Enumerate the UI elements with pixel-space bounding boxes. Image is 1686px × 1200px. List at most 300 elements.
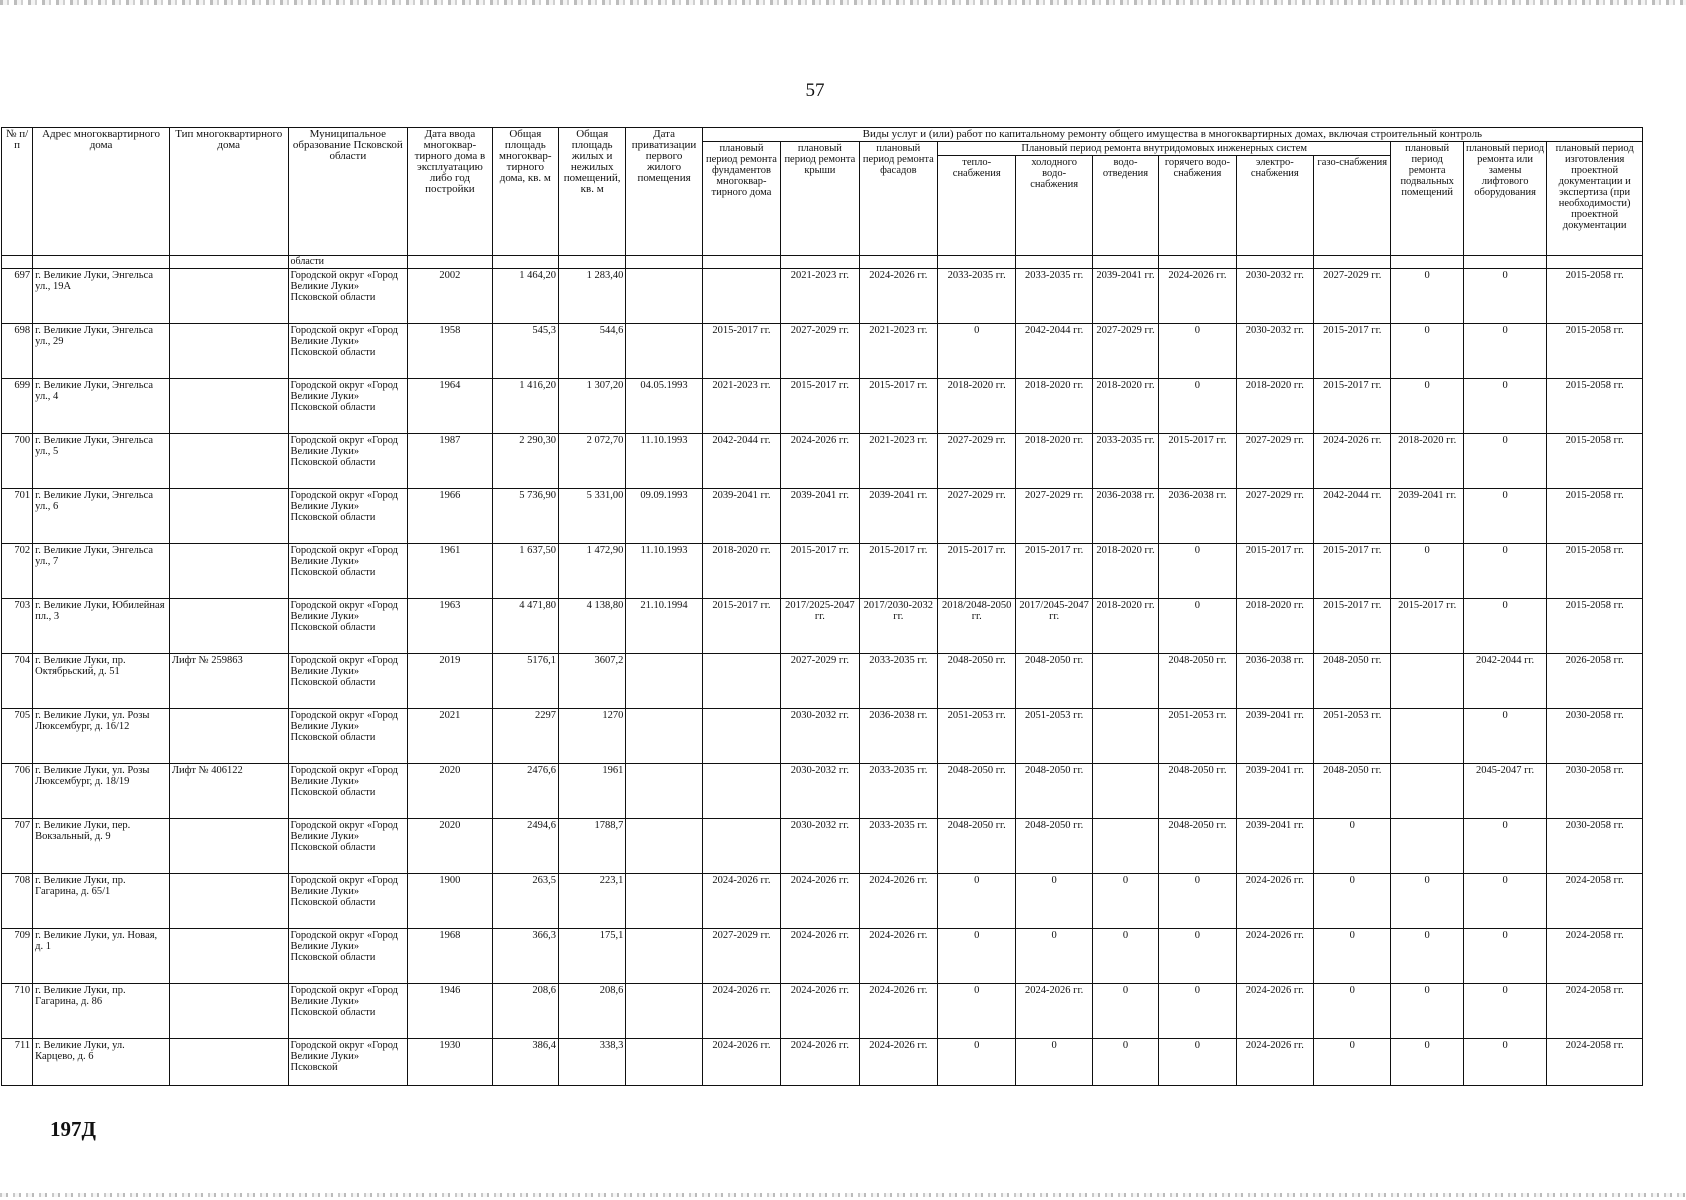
cell-facade: 2024-2026 гг. [859,984,937,1039]
cell-hot-water: 2051-2053 гг. [1159,709,1236,764]
cell-address: г. Великие Луки, ул. Розы Люксембург, д. 16/12 [33,709,170,764]
cell-address: г. Великие Луки, Энгельса ул., 4 [33,379,170,434]
cell-basement [1391,764,1463,819]
cell-privatization [626,1039,702,1086]
cell-electric: 2024-2026 гг. [1236,984,1313,1039]
cell-foundation [702,709,780,764]
cell-facade: 2033-2035 гг. [859,654,937,709]
cell-basement: 0 [1391,269,1463,324]
cell-num: 697 [2,269,33,324]
cell-foundation: 2024-2026 гг. [702,1039,780,1086]
cell-heat: 2051-2053 гг. [938,709,1016,764]
cell-foundation [702,764,780,819]
repair-schedule-table [1,127,1643,1086]
header-commission-date: Дата ввода многоквар-тирного дома в эксплуатацию либо год постройки [408,128,492,256]
cell-roof: 2030-2032 гг. [781,764,859,819]
cell-design: 2015-2058 гг. [1547,544,1643,599]
cell-basement: 2015-2017 гг. [1391,599,1463,654]
cell-municipality: Городской округ «Город Великие Луки» Псковской области [288,434,408,489]
cell-year: 2021 [408,709,492,764]
header-basement: плановый период ремонта подвальных помещений [1391,142,1463,256]
cell-sewer: 2018-2020 гг. [1092,544,1158,599]
cell-hot-water: 2048-2050 гг. [1159,764,1236,819]
table-body [2,256,1643,1086]
continuation-row [2,256,1643,269]
table-row [2,984,1643,1039]
continuation-cell: области [288,256,408,269]
cell-sewer: 0 [1092,874,1158,929]
header-foundation: плановый период ремонта фундаментов многоквар-тирного дома [702,142,780,256]
table-row [2,434,1643,489]
cell-sewer: 2027-2029 гг. [1092,324,1158,379]
cell-roof: 2017/2025-2047 гг. [781,599,859,654]
header-systems-group: Плановый период ремонта внутридомовых инженерных систем [938,142,1391,156]
cell-basement: 2039-2041 гг. [1391,489,1463,544]
cell-gas: 0 [1314,984,1391,1039]
cell-lift: 0 [1463,434,1546,489]
cell-privatization: 09.09.1993 [626,489,702,544]
cell-privatization: 11.10.1993 [626,544,702,599]
cell-privatization [626,874,702,929]
cell-basement: 0 [1391,874,1463,929]
cell-facade: 2015-2017 гг. [859,544,937,599]
cell-heat: 2027-2029 гг. [938,489,1016,544]
cell-year: 1963 [408,599,492,654]
cell-living-area: 544,6 [558,324,625,379]
cell-foundation: 2039-2041 гг. [702,489,780,544]
cell-hot-water: 0 [1159,1039,1236,1086]
cell-cold-water: 2048-2050 гг. [1016,819,1092,874]
cell-gas: 2048-2050 гг. [1314,764,1391,819]
cell-num: 710 [2,984,33,1039]
cell-roof: 2024-2026 гг. [781,984,859,1039]
cell-total-area: 4 471,80 [492,599,558,654]
cell-hot-water: 2036-2038 гг. [1159,489,1236,544]
cell-foundation: 2024-2026 гг. [702,874,780,929]
cell-design: 2015-2058 гг. [1547,269,1643,324]
cell-total-area: 1 637,50 [492,544,558,599]
cell-year: 1946 [408,984,492,1039]
cell-basement: 0 [1391,1039,1463,1086]
cell-living-area: 1788,7 [558,819,625,874]
cell-address: г. Великие Луки, Энгельса ул., 6 [33,489,170,544]
cell-facade: 2039-2041 гг. [859,489,937,544]
cell-design: 2024-2058 гг. [1547,1039,1643,1086]
cell-num: 699 [2,379,33,434]
cell-year: 1958 [408,324,492,379]
cell-address: г. Великие Луки, пр. Гагарина, д. 65/1 [33,874,170,929]
table-row [2,654,1643,709]
cell-address: г. Великие Луки, пр. Октябрьский, д. 51 [33,654,170,709]
cell-total-area: 386,4 [492,1039,558,1086]
cell-year: 1968 [408,929,492,984]
header-municipality: Муниципальное образование Псковской области [288,128,408,256]
cell-roof: 2024-2026 гг. [781,1039,859,1086]
cell-type [169,269,288,324]
cell-type [169,984,288,1039]
cell-municipality: Городской округ «Город Великие Луки» Псковской области [288,984,408,1039]
cell-facade: 2024-2026 гг. [859,1039,937,1086]
table-row [2,544,1643,599]
cell-cold-water: 2018-2020 гг. [1016,434,1092,489]
cell-total-area: 2494,6 [492,819,558,874]
cell-electric: 2024-2026 гг. [1236,929,1313,984]
cell-roof: 2024-2026 гг. [781,874,859,929]
cell-basement: 0 [1391,929,1463,984]
cell-electric: 2027-2029 гг. [1236,489,1313,544]
cell-lift: 0 [1463,984,1546,1039]
cell-sewer: 2036-2038 гг. [1092,489,1158,544]
scan-edge-top [0,0,1686,5]
cell-municipality: Городской округ «Город Великие Луки» Псковской области [288,874,408,929]
cell-type [169,819,288,874]
cell-heat: 0 [938,1039,1016,1086]
cell-design: 2015-2058 гг. [1547,324,1643,379]
cell-gas: 2042-2044 гг. [1314,489,1391,544]
header-num: № п/п [2,128,33,256]
cell-num: 709 [2,929,33,984]
cell-living-area: 5 331,00 [558,489,625,544]
cell-cold-water: 2033-2035 гг. [1016,269,1092,324]
cell-electric: 2024-2026 гг. [1236,874,1313,929]
cell-year: 1964 [408,379,492,434]
header-gas: газо-снабжения [1314,156,1391,256]
cell-heat: 2015-2017 гг. [938,544,1016,599]
cell-electric: 2018-2020 гг. [1236,379,1313,434]
cell-heat: 0 [938,929,1016,984]
cell-municipality: Городской округ «Город Великие Луки» Псковской [288,1039,408,1086]
cell-basement: 2018-2020 гг. [1391,434,1463,489]
cell-type [169,544,288,599]
cell-electric: 2015-2017 гг. [1236,544,1313,599]
cell-type [169,599,288,654]
cell-lift: 0 [1463,324,1546,379]
cell-sewer [1092,819,1158,874]
cell-cold-water: 2051-2053 гг. [1016,709,1092,764]
cell-hot-water: 0 [1159,324,1236,379]
cell-municipality: Городской округ «Город Великие Луки» Псковской области [288,929,408,984]
cell-gas: 2027-2029 гг. [1314,269,1391,324]
table-row [2,819,1643,874]
scan-edge-bottom [0,1193,1686,1197]
cell-living-area: 1 307,20 [558,379,625,434]
cell-gas: 2024-2026 гг. [1314,434,1391,489]
cell-sewer [1092,764,1158,819]
cell-year: 1961 [408,544,492,599]
cell-living-area: 1 283,40 [558,269,625,324]
cell-municipality: Городской округ «Город Великие Луки» Псковской области [288,654,408,709]
cell-gas: 0 [1314,874,1391,929]
header-electric: электро-снабжения [1236,156,1313,256]
cell-gas: 2051-2053 гг. [1314,709,1391,764]
cell-heat: 0 [938,984,1016,1039]
cell-gas: 2015-2017 гг. [1314,599,1391,654]
cell-electric: 2030-2032 гг. [1236,324,1313,379]
table-row [2,764,1643,819]
cell-facade: 2024-2026 гг. [859,874,937,929]
cell-gas: 0 [1314,1039,1391,1086]
cell-privatization: 04.05.1993 [626,379,702,434]
cell-num: 708 [2,874,33,929]
cell-design: 2026-2058 гг. [1547,654,1643,709]
cell-cold-water: 0 [1016,874,1092,929]
cell-address: г. Великие Луки, пер. Вокзальный, д. 9 [33,819,170,874]
cell-lift: 0 [1463,874,1546,929]
cell-privatization [626,269,702,324]
cell-sewer: 2018-2020 гг. [1092,599,1158,654]
cell-gas: 2015-2017 гг. [1314,324,1391,379]
cell-living-area: 1 472,90 [558,544,625,599]
cell-living-area: 1961 [558,764,625,819]
cell-municipality: Городской округ «Город Великие Луки» Псковской области [288,269,408,324]
cell-living-area: 1270 [558,709,625,764]
cell-sewer: 0 [1092,929,1158,984]
cell-type: Лифт № 259863 [169,654,288,709]
header-hot-water: горячего водо-снабжения [1159,156,1236,256]
cell-facade: 2033-2035 гг. [859,819,937,874]
cell-facade: 2021-2023 гг. [859,324,937,379]
cell-electric: 2027-2029 гг. [1236,434,1313,489]
cell-roof: 2027-2029 гг. [781,654,859,709]
cell-foundation [702,269,780,324]
cell-gas: 0 [1314,929,1391,984]
header-living-area: Общая площадь жилых и нежилых помещений, кв. м [558,128,625,256]
cell-heat: 2027-2029 гг. [938,434,1016,489]
cell-type [169,379,288,434]
cell-municipality: Городской округ «Город Великие Луки» Псковской области [288,489,408,544]
cell-facade: 2024-2026 гг. [859,929,937,984]
cell-hot-water: 0 [1159,874,1236,929]
cell-design: 2024-2058 гг. [1547,984,1643,1039]
cell-design: 2015-2058 гг. [1547,379,1643,434]
cell-basement [1391,709,1463,764]
cell-hot-water: 2015-2017 гг. [1159,434,1236,489]
cell-facade: 2015-2017 гг. [859,379,937,434]
cell-sewer [1092,709,1158,764]
cell-heat: 2048-2050 гг. [938,654,1016,709]
cell-year: 1987 [408,434,492,489]
cell-living-area: 175,1 [558,929,625,984]
cell-sewer: 2039-2041 гг. [1092,269,1158,324]
cell-roof: 2039-2041 гг. [781,489,859,544]
cell-heat: 2048-2050 гг. [938,764,1016,819]
cell-electric: 2039-2041 гг. [1236,764,1313,819]
cell-sewer: 2033-2035 гг. [1092,434,1158,489]
cell-municipality: Городской округ «Город Великие Луки» Псковской области [288,709,408,764]
cell-total-area: 545,3 [492,324,558,379]
table-row [2,874,1643,929]
cell-roof: 2030-2032 гг. [781,709,859,764]
cell-num: 703 [2,599,33,654]
cell-lift: 0 [1463,489,1546,544]
cell-basement: 0 [1391,544,1463,599]
cell-lift: 0 [1463,1039,1546,1086]
cell-municipality: Городской округ «Город Великие Луки» Псковской области [288,764,408,819]
cell-design: 2015-2058 гг. [1547,434,1643,489]
page-code: 197Д [50,1117,96,1141]
cell-cold-water: 2017/2045-2047 гг. [1016,599,1092,654]
cell-type [169,489,288,544]
cell-gas: 0 [1314,819,1391,874]
cell-address: г. Великие Луки, пр. Гагарина, д. 86 [33,984,170,1039]
cell-hot-water: 0 [1159,929,1236,984]
cell-privatization: 11.10.1993 [626,434,702,489]
cell-electric: 2039-2041 гг. [1236,709,1313,764]
cell-year: 2002 [408,269,492,324]
cell-type [169,324,288,379]
cell-living-area: 4 138,80 [558,599,625,654]
cell-num: 705 [2,709,33,764]
cell-year: 1966 [408,489,492,544]
header-facade: плановый период ремонта фасадов [859,142,937,256]
cell-year: 1900 [408,874,492,929]
cell-heat: 2018/2048-2050 гг. [938,599,1016,654]
cell-sewer: 0 [1092,1039,1158,1086]
header-cold-water: холодного водо-снабжения [1016,156,1092,256]
cell-heat: 2048-2050 гг. [938,819,1016,874]
cell-sewer: 0 [1092,984,1158,1039]
cell-type [169,929,288,984]
header-total-area: Общая площадь многоквар-тирного дома, кв. м [492,128,558,256]
cell-total-area: 263,5 [492,874,558,929]
cell-cold-water: 2024-2026 гг. [1016,984,1092,1039]
cell-num: 698 [2,324,33,379]
cell-foundation: 2015-2017 гг. [702,599,780,654]
cell-type [169,434,288,489]
cell-gas: 2015-2017 гг. [1314,544,1391,599]
cell-hot-water: 0 [1159,984,1236,1039]
cell-address: г. Великие Луки, Энгельса ул., 7 [33,544,170,599]
cell-roof: 2015-2017 гг. [781,379,859,434]
cell-privatization [626,764,702,819]
cell-facade: 2017/2030-2032 гг. [859,599,937,654]
page-number: 57 [805,80,825,101]
cell-type [169,709,288,764]
cell-sewer: 2018-2020 гг. [1092,379,1158,434]
cell-total-area: 1 416,20 [492,379,558,434]
cell-heat: 0 [938,324,1016,379]
cell-address: г. Великие Луки, Энгельса ул., 29 [33,324,170,379]
cell-facade: 2024-2026 гг. [859,269,937,324]
table-row [2,929,1643,984]
cell-lift: 0 [1463,379,1546,434]
table-row [2,379,1643,434]
cell-num: 700 [2,434,33,489]
cell-living-area: 3607,2 [558,654,625,709]
cell-facade: 2036-2038 гг. [859,709,937,764]
table-row [2,709,1643,764]
cell-hot-water: 2048-2050 гг. [1159,654,1236,709]
cell-heat: 2018-2020 гг. [938,379,1016,434]
cell-num: 704 [2,654,33,709]
cell-total-area: 5176,1 [492,654,558,709]
cell-facade: 2033-2035 гг. [859,764,937,819]
cell-foundation [702,819,780,874]
cell-lift: 2045-2047 гг. [1463,764,1546,819]
cell-municipality: Городской округ «Город Великие Луки» Псковской области [288,544,408,599]
cell-type [169,874,288,929]
cell-total-area: 5 736,90 [492,489,558,544]
cell-year: 2020 [408,764,492,819]
cell-address: г. Великие Луки, ул. Новая, д. 1 [33,929,170,984]
cell-hot-water: 0 [1159,379,1236,434]
cell-cold-water: 2018-2020 гг. [1016,379,1092,434]
cell-privatization: 21.10.1994 [626,599,702,654]
cell-design: 2030-2058 гг. [1547,764,1643,819]
cell-electric: 2039-2041 гг. [1236,819,1313,874]
cell-privatization [626,324,702,379]
cell-design: 2015-2058 гг. [1547,599,1643,654]
cell-privatization [626,654,702,709]
cell-facade: 2021-2023 гг. [859,434,937,489]
header-services-group: Виды услуг и (или) работ по капитальному ремонту общего имущества в многоквартирных домах, включая строительный контроль [702,128,1642,142]
cell-address: г. Великие Луки, ул. Карцево, д. 6 [33,1039,170,1086]
cell-cold-water: 2048-2050 гг. [1016,654,1092,709]
cell-cold-water: 0 [1016,929,1092,984]
cell-foundation: 2015-2017 гг. [702,324,780,379]
header-address: Адрес многоквартирного дома [33,128,170,256]
cell-total-area: 2 290,30 [492,434,558,489]
cell-address: г. Великие Луки, Энгельса ул., 5 [33,434,170,489]
cell-total-area: 1 464,20 [492,269,558,324]
cell-design: 2024-2058 гг. [1547,874,1643,929]
cell-roof: 2024-2026 гг. [781,434,859,489]
cell-cold-water: 0 [1016,1039,1092,1086]
cell-municipality: Городской округ «Город Великие Луки» Псковской области [288,599,408,654]
cell-privatization [626,929,702,984]
cell-municipality: Городской округ «Город Великие Луки» Псковской области [288,819,408,874]
cell-roof: 2021-2023 гг. [781,269,859,324]
cell-lift: 0 [1463,269,1546,324]
cell-municipality: Городской округ «Город Великие Луки» Псковской области [288,379,408,434]
cell-lift: 0 [1463,929,1546,984]
cell-total-area: 2297 [492,709,558,764]
cell-cold-water: 2048-2050 гг. [1016,764,1092,819]
cell-foundation: 2027-2029 гг. [702,929,780,984]
cell-lift: 2042-2044 гг. [1463,654,1546,709]
cell-living-area: 208,6 [558,984,625,1039]
cell-electric: 2024-2026 гг. [1236,1039,1313,1086]
cell-total-area: 208,6 [492,984,558,1039]
table-row [2,324,1643,379]
header-type: Тип многоквартирного дома [169,128,288,256]
header-design: плановый период изготовления проектной документации и экспертиза (при необходимости) проектной документации [1547,142,1643,256]
cell-address: г. Великие Луки, ул. Розы Люксембург, д. 18/19 [33,764,170,819]
cell-living-area: 338,3 [558,1039,625,1086]
cell-design: 2024-2058 гг. [1547,929,1643,984]
header-sewer: водо-отведения [1092,156,1158,256]
table-row [2,1039,1643,1086]
cell-address: г. Великие Луки, Энгельса ул., 19А [33,269,170,324]
cell-hot-water: 0 [1159,544,1236,599]
cell-type: Лифт № 406122 [169,764,288,819]
cell-num: 706 [2,764,33,819]
cell-electric: 2036-2038 гг. [1236,654,1313,709]
cell-foundation: 2018-2020 гг. [702,544,780,599]
table-row [2,599,1643,654]
cell-roof: 2030-2032 гг. [781,819,859,874]
cell-design: 2030-2058 гг. [1547,819,1643,874]
cell-lift: 0 [1463,544,1546,599]
cell-gas: 2048-2050 гг. [1314,654,1391,709]
cell-foundation: 2024-2026 гг. [702,984,780,1039]
header-row-1 [2,128,1643,142]
cell-living-area: 2 072,70 [558,434,625,489]
table-row [2,269,1643,324]
cell-total-area: 366,3 [492,929,558,984]
cell-privatization [626,709,702,764]
cell-hot-water: 2048-2050 гг. [1159,819,1236,874]
